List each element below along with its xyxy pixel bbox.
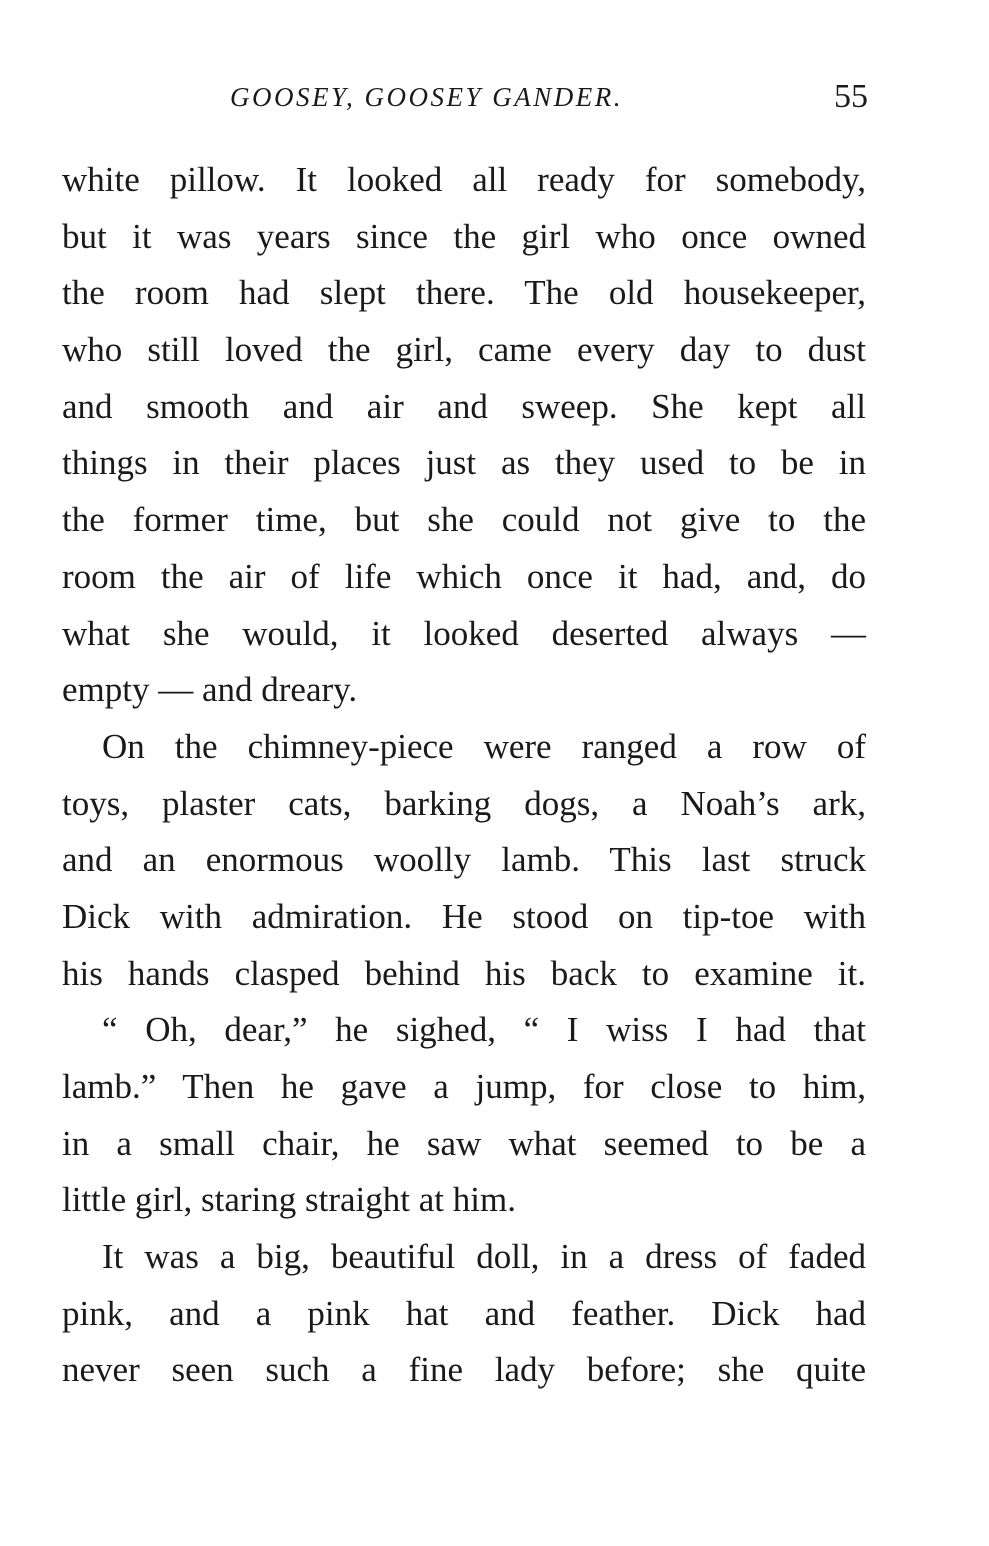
text-line: Dick with admiration. He stood on tip-toe with bbox=[62, 896, 866, 936]
paragraph-start-line: It was a big, beautiful doll, in a dress of faded bbox=[102, 1237, 866, 1277]
running-head bbox=[62, 78, 868, 122]
text-line: things in their places just as they used to be in bbox=[62, 443, 866, 483]
paragraph-start-line: On the chimney-piece were ranged a row of bbox=[102, 726, 866, 766]
text-line: his hands clasped behind his back to examine it. bbox=[62, 953, 866, 993]
text-line: white pillow. It looked all ready for somebody, bbox=[62, 160, 866, 199]
text-line: lamb.” Then he gave a jump, for close to him, bbox=[62, 1067, 866, 1106]
text-line: what she would, it looked deserted always — bbox=[62, 613, 866, 653]
text-line: who still loved the girl, came every day to dust bbox=[62, 330, 866, 370]
page-number: 55 bbox=[834, 78, 868, 115]
text-line: never seen such a fine lady before; she quite bbox=[62, 1350, 866, 1390]
text-line: little girl, staring straight at him. bbox=[62, 1180, 516, 1220]
text-line: the former time, but she could not give to the bbox=[62, 500, 866, 540]
text-line: toys, plaster cats, barking dogs, a Noah’s ark, bbox=[62, 783, 866, 823]
text-line: but it was years since the girl who once owned bbox=[62, 216, 866, 256]
text-line: and smooth and air and sweep. She kept all bbox=[62, 386, 866, 426]
text-line: room the air of life which once it had, and, do bbox=[62, 556, 866, 596]
text-line: pink, and a pink hat and feather. Dick had bbox=[62, 1293, 866, 1333]
body-text bbox=[62, 152, 866, 1399]
text-line: empty — and dreary. bbox=[62, 670, 358, 710]
text-line: and an enormous woolly lamb. This last struck bbox=[62, 840, 866, 880]
running-title: GOOSEY, GOOSEY GANDER. bbox=[230, 82, 624, 112]
text-line: the room had slept there. The old housekeeper, bbox=[62, 273, 866, 313]
paragraph-start-line: “ Oh, dear,” he sighed, “ I wiss I had that bbox=[102, 1010, 866, 1050]
text-line: in a small chair, he saw what seemed to be a bbox=[62, 1123, 866, 1163]
